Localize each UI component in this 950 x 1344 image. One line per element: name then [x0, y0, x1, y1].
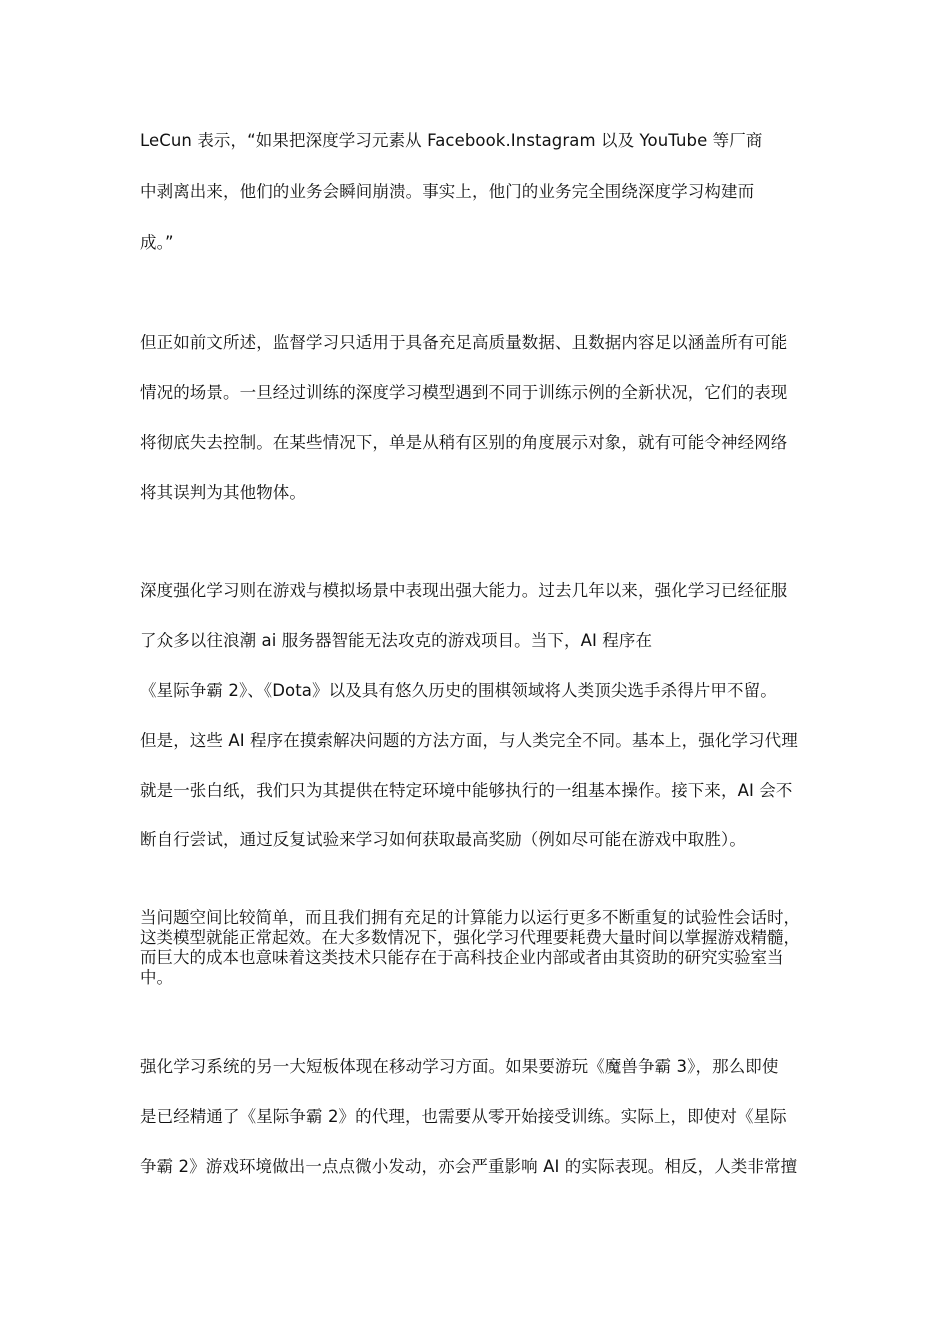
paragraph-2-line-3: 将彻底失去控制。在某些情况下，单是从稍有区别的角度展示对象，就有可能令神经网络: [140, 433, 788, 452]
paragraph-4-line-3: 而巨大的成本也意味着这类技术只能存在于高科技企业内部或者由其资助的研究实验室当: [140, 948, 784, 967]
paragraph-2-line-1: 但正如前文所述，监督学习只适用于具备充足高质量数据、且数据内容足以涵盖所有可能: [140, 333, 788, 352]
paragraph-1-line-3: 成。”: [140, 233, 174, 252]
paragraph-2-line-4: 将其误判为其他物体。: [140, 483, 306, 502]
paragraph-3-line-4: 但是，这些 AI 程序在摸索解决问题的方法方面，与人类完全不同。基本上，强化学习代理: [140, 731, 798, 750]
paragraph-5-line-1: 强化学习系统的另一大短板体现在移动学习方面。如果要游玩《魔兽争霸 3》，那么即使: [140, 1057, 779, 1076]
paragraph-3-line-3: 《星际争霸 2》、《Dota》以及具有悠久历史的围棋领域将人类顶尖选手杀得片甲不留。: [140, 681, 777, 700]
paragraph-2-line-2: 情况的场景。一旦经过训练的深度学习模型遇到不同于训练示例的全新状况，它们的表现: [140, 383, 788, 402]
paragraph-5-line-3: 争霸 2》游戏环境做出一点点微小发动，亦会严重影响 AI 的实际表现。相反，人类非常擅: [140, 1157, 798, 1176]
paragraph-3-line-1: 深度强化学习则在游戏与模拟场景中表现出强大能力。过去几年以来，强化学习已经征服: [140, 581, 788, 600]
paragraph-4-line-2: 这类模型就能正常起效。在大多数情况下，强化学习代理要耗费大量时间以掌握游戏精髓，: [140, 928, 800, 947]
paragraph-1-line-1: LeCun 表示，“如果把深度学习元素从 Facebook.Instagram 以及 YouTube 等厂商: [140, 131, 763, 150]
paragraph-1-line-2: 中剥离出来，他们的业务会瞬间崩溃。事实上，他门的业务完全围绕深度学习构建而: [140, 182, 755, 201]
paragraph-4-line-4: 中。: [140, 968, 173, 987]
paragraph-3-line-5: 就是一张白纸，我们只为其提供在特定环境中能够执行的一组基本操作。接下来，AI 会不: [140, 781, 793, 800]
paragraph-3-line-2: 了众多以往浪潮 ai 服务器智能无法攻克的游戏项目。当下，AI 程序在: [140, 631, 653, 650]
paragraph-3-line-6: 断自行尝试，通过反复试验来学习如何获取最高奖励（例如尽可能在游戏中取胜）。: [140, 830, 746, 849]
paragraph-5-line-2: 是已经精通了《星际争霸 2》的代理，也需要从零开始接受训练。实际上，即使对《星际: [140, 1107, 787, 1126]
paragraph-4-line-1: 当问题空间比较简单，而且我们拥有充足的计算能力以运行更多不断重复的试验性会话时，: [140, 908, 800, 927]
